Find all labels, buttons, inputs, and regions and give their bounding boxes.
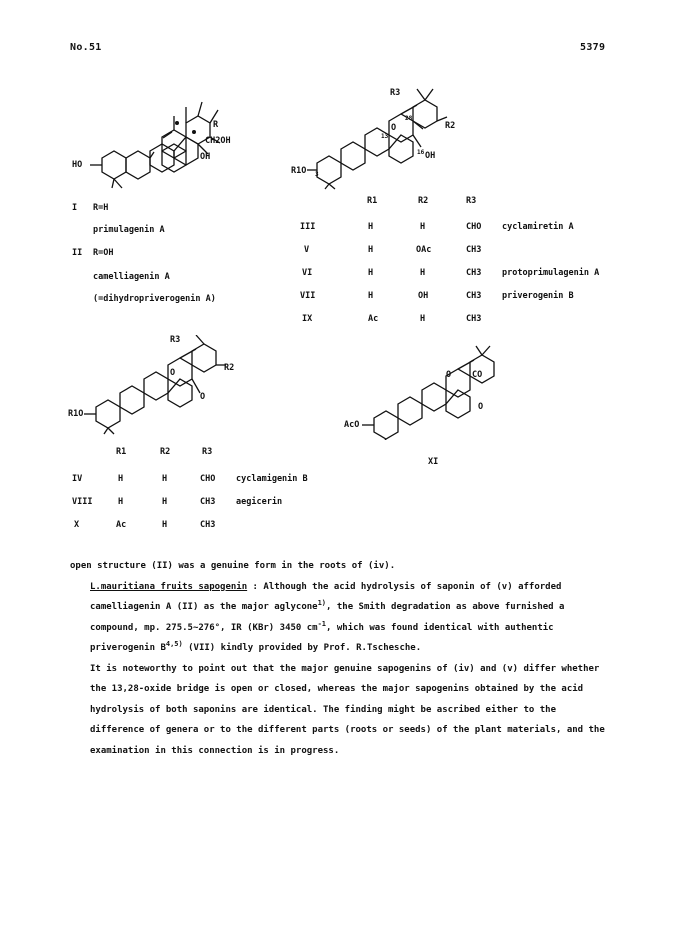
label-16: 16 xyxy=(417,149,425,156)
label-co: CO xyxy=(472,370,483,380)
label-oh: OH xyxy=(425,151,436,161)
exp-minus-1: -1 xyxy=(317,619,327,628)
compound-I-name: primulagenin A xyxy=(93,225,165,235)
label-r1o: R1O xyxy=(68,409,84,419)
table-cell-r2: H xyxy=(420,314,426,324)
page-number: 5379 xyxy=(580,42,606,53)
p2-part-b: , the Smith degradation as above furnished a compound, mp. 275.5~276°, IR (KBr) 3450 cm xyxy=(90,602,565,633)
table-cell-r3: CH3 xyxy=(466,268,482,278)
table-cell-r2: H xyxy=(162,497,168,507)
table-cell-r2: OH xyxy=(418,291,429,301)
table-row-numeral: X xyxy=(74,520,80,530)
col-header-r2: R2 xyxy=(418,196,429,206)
table-row-numeral: VIII xyxy=(72,497,93,507)
table-cell-name: cyclamigenin B xyxy=(236,474,308,484)
structure-3-drawing xyxy=(68,335,243,435)
table-cell-r2: OAc xyxy=(416,245,432,255)
compound-II-substituent: R=OH xyxy=(93,248,114,258)
table-cell-r3: CH3 xyxy=(200,520,216,530)
label-13: 13 xyxy=(381,133,389,140)
label-ch2oh: CH2OH xyxy=(205,136,231,146)
table-cell-r1: H xyxy=(118,474,124,484)
table-row-numeral: VI xyxy=(302,268,313,278)
compound-I-substituent: R=H xyxy=(93,203,109,213)
structure-primulagenin xyxy=(68,80,258,190)
label-r2: R2 xyxy=(445,121,456,131)
journal-number: No.51 xyxy=(70,42,102,53)
label-ho: HO xyxy=(72,160,83,170)
paragraph-2 xyxy=(70,577,610,659)
p2-part-c: , which was found identical with authentic priverogenin B xyxy=(90,622,554,653)
ref-4-5: 4,5) xyxy=(165,640,183,648)
p2-part-a: : Although the acid hydrolysis of saponin of (v) afforded camelliagenin A (II) as the major aglycone xyxy=(90,581,562,612)
label-oh: OH xyxy=(200,152,211,162)
table-cell-r3: CH3 xyxy=(466,314,482,324)
compound-II-name: camelliagenin A xyxy=(93,272,170,282)
col-header-r3: R3 xyxy=(466,196,477,206)
col-header-r3: R3 xyxy=(202,447,213,457)
table-row-numeral: VII xyxy=(300,291,316,301)
ref-1: 1) xyxy=(317,599,327,607)
table-cell-r1: H xyxy=(368,222,374,232)
paragraph-3: It is noteworthy to point out that the major genuine sapogenins of (iv) and (v) differ whether the 13,28-oxide bridge is open or closed, whereas the major sapogenins obtained by the acid hydrolysis of both saponins are identical. The finding might be ascribed either to the difference of genera or to the different parts (roots or seeds) of the plant materials, and the examination in this connection is in progress. xyxy=(90,663,605,756)
table-cell-name: priverogenin B xyxy=(502,291,574,301)
label-keto-o: O xyxy=(200,392,206,402)
structure-oxide-series xyxy=(291,85,470,190)
section-heading: L.mauritiana fruits sapogenin xyxy=(90,581,248,592)
structure-4-drawing xyxy=(350,340,510,440)
table-cell-r1: H xyxy=(118,497,124,507)
structure-keto-series xyxy=(68,335,243,435)
compound-II-numeral: II xyxy=(72,248,83,258)
label-keto-o: O xyxy=(478,402,484,412)
table-cell-r3: CHO xyxy=(200,474,216,484)
p2-part-d: (VII) kindly provided by Prof. R.Tschesche. xyxy=(182,643,422,653)
table-cell-r1: H xyxy=(368,245,374,255)
body-text xyxy=(70,556,610,761)
table-row-numeral: IX xyxy=(302,314,313,324)
table-cell-r2: H xyxy=(420,222,426,232)
table-cell-name: cyclamiretin A xyxy=(502,222,574,232)
table-row-numeral: V xyxy=(304,245,310,255)
table-cell-r2: H xyxy=(420,268,426,278)
compound-II-alias: (=dihydropriverogenin A) xyxy=(93,294,216,304)
table-cell-name: aegicerin xyxy=(236,497,283,507)
label-ring-o: O xyxy=(446,370,452,380)
table-cell-r3: CH3 xyxy=(466,291,482,301)
table-cell-r1: H xyxy=(368,268,374,278)
table-cell-r3: CHO xyxy=(466,222,482,232)
table-cell-r1: H xyxy=(368,291,374,301)
paragraph-1: open structure (II) was a genuine form in the roots of (iv). xyxy=(70,561,396,571)
label-r1o: R1O xyxy=(291,166,307,176)
structure-1-drawing xyxy=(68,80,258,190)
table-cell-r1: Ac xyxy=(116,520,127,530)
label-28: 28 xyxy=(405,115,413,122)
col-header-r1: R1 xyxy=(116,447,127,457)
structure-XI xyxy=(344,340,510,440)
table-cell-r2: H xyxy=(162,520,168,530)
table-cell-r1: Ac xyxy=(368,314,379,324)
table-row-numeral: III xyxy=(300,222,316,232)
label-ring-o: O xyxy=(170,368,176,378)
col-header-r2: R2 xyxy=(160,447,171,457)
table-row-numeral: IV xyxy=(72,474,83,484)
table-cell-name: protoprimulagenin A xyxy=(502,268,600,278)
label-r3: R3 xyxy=(170,335,181,345)
compound-XI-numeral: XI xyxy=(428,457,439,467)
label-3: 3 xyxy=(315,171,319,178)
label-r3: R3 xyxy=(390,88,401,98)
col-header-r1: R1 xyxy=(367,196,378,206)
label-oxide-o: O xyxy=(391,123,397,133)
label-aco: AcO xyxy=(344,420,360,430)
table-cell-r2: H xyxy=(162,474,168,484)
compound-I-numeral: I xyxy=(72,203,78,213)
table-cell-r3: CH3 xyxy=(466,245,482,255)
label-r: R xyxy=(213,120,219,130)
table-cell-r3: CH3 xyxy=(200,497,216,507)
label-r2: R2 xyxy=(224,363,235,373)
